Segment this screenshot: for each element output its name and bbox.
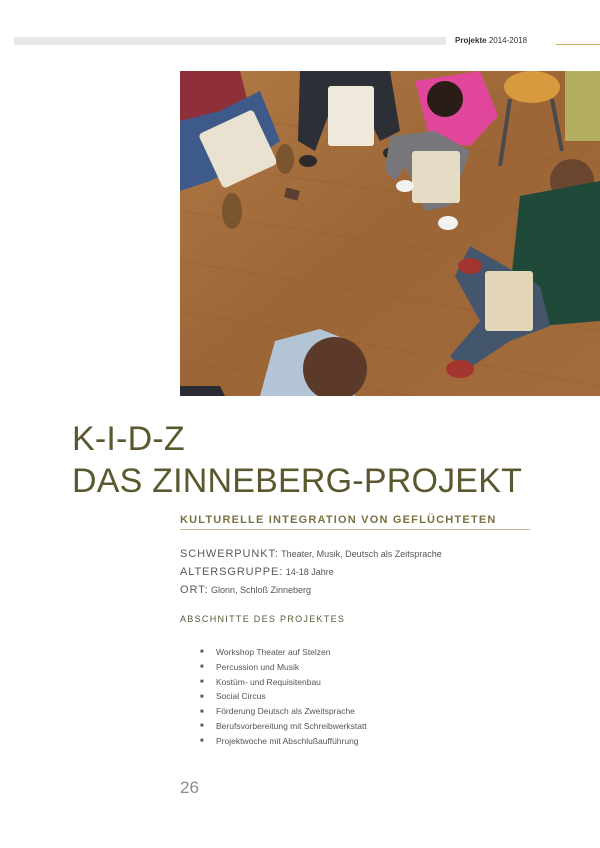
info-row-altersgruppe <box>180 566 334 578</box>
info-value: Glonn, Schloß Zinneberg <box>210 585 312 595</box>
info-key: ALTERSGRUPPE: <box>180 566 284 578</box>
sections-heading: ABSCHNITTE DES PROJEKTES <box>180 614 346 624</box>
bullet-icon: ■ <box>200 649 204 656</box>
bullet-icon: ■ <box>200 678 204 685</box>
subtitle-divider <box>180 529 530 530</box>
photo-illustration <box>180 71 600 396</box>
header-years: 2014-2018 <box>488 36 528 45</box>
info-key: ORT: <box>180 584 209 596</box>
list-item: ■ Förderung Deutsch als Zweitsprache <box>200 704 367 719</box>
list-item: ■ Social Circus <box>200 689 367 704</box>
list-item: ■ Percussion und Musik <box>200 660 367 675</box>
list-item: ■ Kostüm- und Requisitenbau <box>200 675 367 690</box>
page-title-line-2: DAS ZINNEBERG-PROJEKT <box>72 462 523 500</box>
info-value: 14-18 Jahre <box>285 567 334 577</box>
bullet-icon: ■ <box>200 664 204 671</box>
info-row-ort <box>180 584 311 596</box>
info-row-schwerpunkt <box>180 548 442 560</box>
list-item: ■ Workshop Theater auf Stelzen <box>200 645 367 660</box>
bullet-icon: ■ <box>200 738 204 745</box>
bullet-icon: ■ <box>200 693 204 700</box>
header-bar <box>14 37 446 45</box>
running-header <box>455 36 527 45</box>
bullet-icon: ■ <box>200 708 204 715</box>
page-title-line-1: K-I-D-Z <box>72 420 185 458</box>
list-item: ■ Berufsvorbereitung mit Schreibwerkstatt <box>200 719 367 734</box>
list-item: ■ Projektwoche mit Abschlußaufführung <box>200 734 367 749</box>
project-photo <box>180 71 600 396</box>
page-number: 26 <box>180 778 199 797</box>
info-value: Theater, Musik, Deutsch als Zeitsprache <box>281 549 442 559</box>
page-subtitle: KULTURELLE INTEGRATION VON GEFLÜCHTETEN <box>180 514 497 526</box>
header-label: Projekte <box>455 36 487 45</box>
info-key: SCHWERPUNKT: <box>180 548 279 560</box>
bullet-icon: ■ <box>200 723 204 730</box>
header-accent-line <box>556 44 600 45</box>
sections-list <box>200 645 367 749</box>
